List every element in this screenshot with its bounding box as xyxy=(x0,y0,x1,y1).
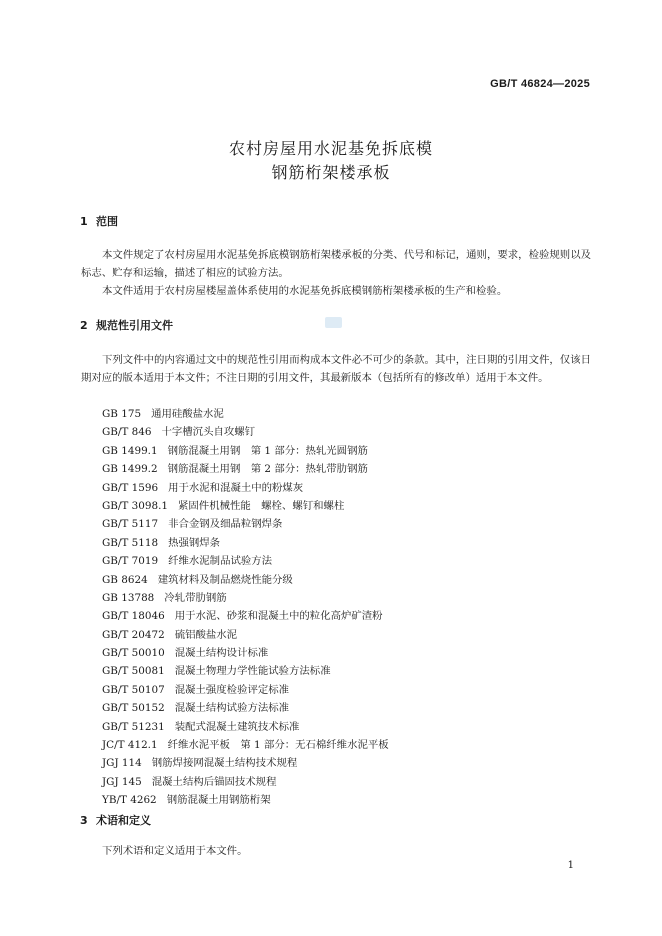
reference-code: JC/T 412.1 xyxy=(102,739,158,752)
reference-title: 用于水泥、砂浆和混凝土中的粒化高炉矿渣粉 xyxy=(174,610,383,623)
terms-intro: 下列术语和定义适用于本文件。 xyxy=(102,845,248,857)
reference-title: 硫铝酸盐水泥 xyxy=(174,628,238,641)
reference-code: GB 8624 xyxy=(102,573,148,586)
reference-item xyxy=(102,736,389,754)
reference-item xyxy=(102,423,389,441)
reference-title: 纤维水泥制品试验方法 xyxy=(168,555,273,568)
scope-paragraph-2: 本文件适用于农村房屋楼屋盖体系使用的水泥基免拆底模钢筋桁架楼承板的生产和检验。 xyxy=(102,285,508,297)
reference-item xyxy=(102,626,389,644)
reference-title: 装配式混凝土建筑技术标准 xyxy=(174,720,300,733)
section-title: 规范性引用文件 xyxy=(96,319,173,332)
reference-code: GB 1499.2 xyxy=(102,463,158,476)
reference-title: 十字槽沉头自攻螺钉 xyxy=(161,426,256,439)
reference-title: 冷轧带肋钢筋 xyxy=(164,591,227,604)
reference-item xyxy=(102,571,389,589)
reference-item xyxy=(102,644,389,662)
document-title-line1: 农村房屋用水泥基免拆底模 xyxy=(228,139,433,158)
reference-code: GB/T 5117 xyxy=(102,518,159,531)
reference-item xyxy=(102,479,389,497)
reference-code: GB/T 1596 xyxy=(102,481,159,494)
section-number: 2 xyxy=(80,319,88,332)
reference-item xyxy=(102,460,389,478)
reference-item xyxy=(102,589,389,607)
reference-list xyxy=(102,405,389,810)
normative-references-intro: 下列文件中的内容通过文中的规范性引用而构成本文件必不可少的条款。其中，注日期的引用文件，仅该日期对应的版本适用于本文件；不注日期的引用文件，其最新版本（包括所有的修改单）适用于本文件。 xyxy=(81,354,591,384)
standard-code: GB/T 46824—2025 xyxy=(490,78,590,90)
reference-code: GB 13788 xyxy=(102,591,155,604)
reference-title: 钢筋焊接网混凝土结构技术规程 xyxy=(151,757,298,770)
reference-item xyxy=(102,662,389,680)
reference-code: GB/T 50081 xyxy=(102,665,165,678)
reference-item xyxy=(102,791,389,809)
reference-code: GB/T 50152 xyxy=(102,702,165,715)
section-title: 术语和定义 xyxy=(96,814,151,827)
reference-code: GB/T 7019 xyxy=(102,555,159,568)
reference-item xyxy=(102,497,389,515)
reference-title: 非合金钢及细晶粒钢焊条 xyxy=(168,518,283,531)
reference-item xyxy=(102,681,389,699)
reference-item xyxy=(102,699,389,717)
reference-item xyxy=(102,754,389,772)
reference-code: GB 175 xyxy=(102,408,142,420)
reference-title: 钢筋混凝土用钢 第 2 部分：热轧带肋钢筋 xyxy=(167,463,368,476)
reference-item xyxy=(102,405,389,423)
reference-title: 混凝土物理力学性能试验方法标准 xyxy=(174,665,331,678)
reference-item xyxy=(102,552,389,570)
page-number: 1 xyxy=(567,860,574,871)
reference-title: 用于水泥和混凝土中的粉煤灰 xyxy=(168,481,304,494)
reference-title: 热强钢焊条 xyxy=(168,536,221,549)
reference-code: GB/T 5118 xyxy=(102,536,159,549)
reference-title: 通用硅酸盐水泥 xyxy=(151,408,224,420)
document-title-line2: 钢筋桁架楼承板 xyxy=(271,163,391,182)
reference-code: GB 1499.1 xyxy=(102,444,158,457)
section-number: 1 xyxy=(80,215,88,228)
reference-code: GB/T 50010 xyxy=(102,647,165,660)
section-number: 3 xyxy=(80,814,88,827)
reference-code: JGJ 145 xyxy=(102,775,142,788)
watermark-logo xyxy=(325,317,342,328)
reference-code: GB/T 18046 xyxy=(102,610,165,623)
section-title: 范围 xyxy=(96,215,118,228)
reference-item xyxy=(102,515,389,533)
reference-title: 混凝土强度检验评定标准 xyxy=(174,683,290,696)
section-heading-scope xyxy=(80,213,118,229)
reference-code: GB/T 846 xyxy=(102,426,152,439)
reference-title: 纤维水泥平板 第 1 部分：无石棉纤维水泥平板 xyxy=(167,739,389,752)
reference-item xyxy=(102,773,389,791)
reference-title: 钢筋混凝土用钢 第 1 部分：热轧光圆钢筋 xyxy=(167,444,368,457)
section-heading-terms xyxy=(80,812,151,828)
reference-item xyxy=(102,534,389,552)
reference-title: 紧固件机械性能 螺栓、螺钉和螺柱 xyxy=(178,499,345,512)
reference-item xyxy=(102,607,389,625)
reference-item xyxy=(102,442,389,460)
reference-code: GB/T 50107 xyxy=(102,683,165,696)
reference-code: GB/T 3098.1 xyxy=(102,499,169,512)
reference-code: YB/T 4262 xyxy=(102,794,157,807)
reference-title: 混凝土结构后锚固技术规程 xyxy=(151,775,277,788)
reference-item xyxy=(102,718,389,736)
scope-paragraph-1: 本文件规定了农村房屋用水泥基免拆底模钢筋桁架楼承板的分类、代号和标记，通则，要求，检验规则以及标志、贮存和运输，描述了相应的试验方法。 xyxy=(81,249,591,279)
reference-title: 建筑材料及制品燃烧性能分级 xyxy=(157,573,293,586)
reference-title: 混凝土结构试验方法标准 xyxy=(174,702,290,715)
reference-code: GB/T 51231 xyxy=(102,720,165,733)
reference-code: GB/T 20472 xyxy=(102,628,165,641)
section-heading-normative-references xyxy=(80,317,173,333)
reference-title: 混凝土结构设计标准 xyxy=(174,647,269,660)
reference-title: 钢筋混凝土用钢筋桁架 xyxy=(166,794,271,807)
reference-code: JGJ 114 xyxy=(102,757,142,770)
